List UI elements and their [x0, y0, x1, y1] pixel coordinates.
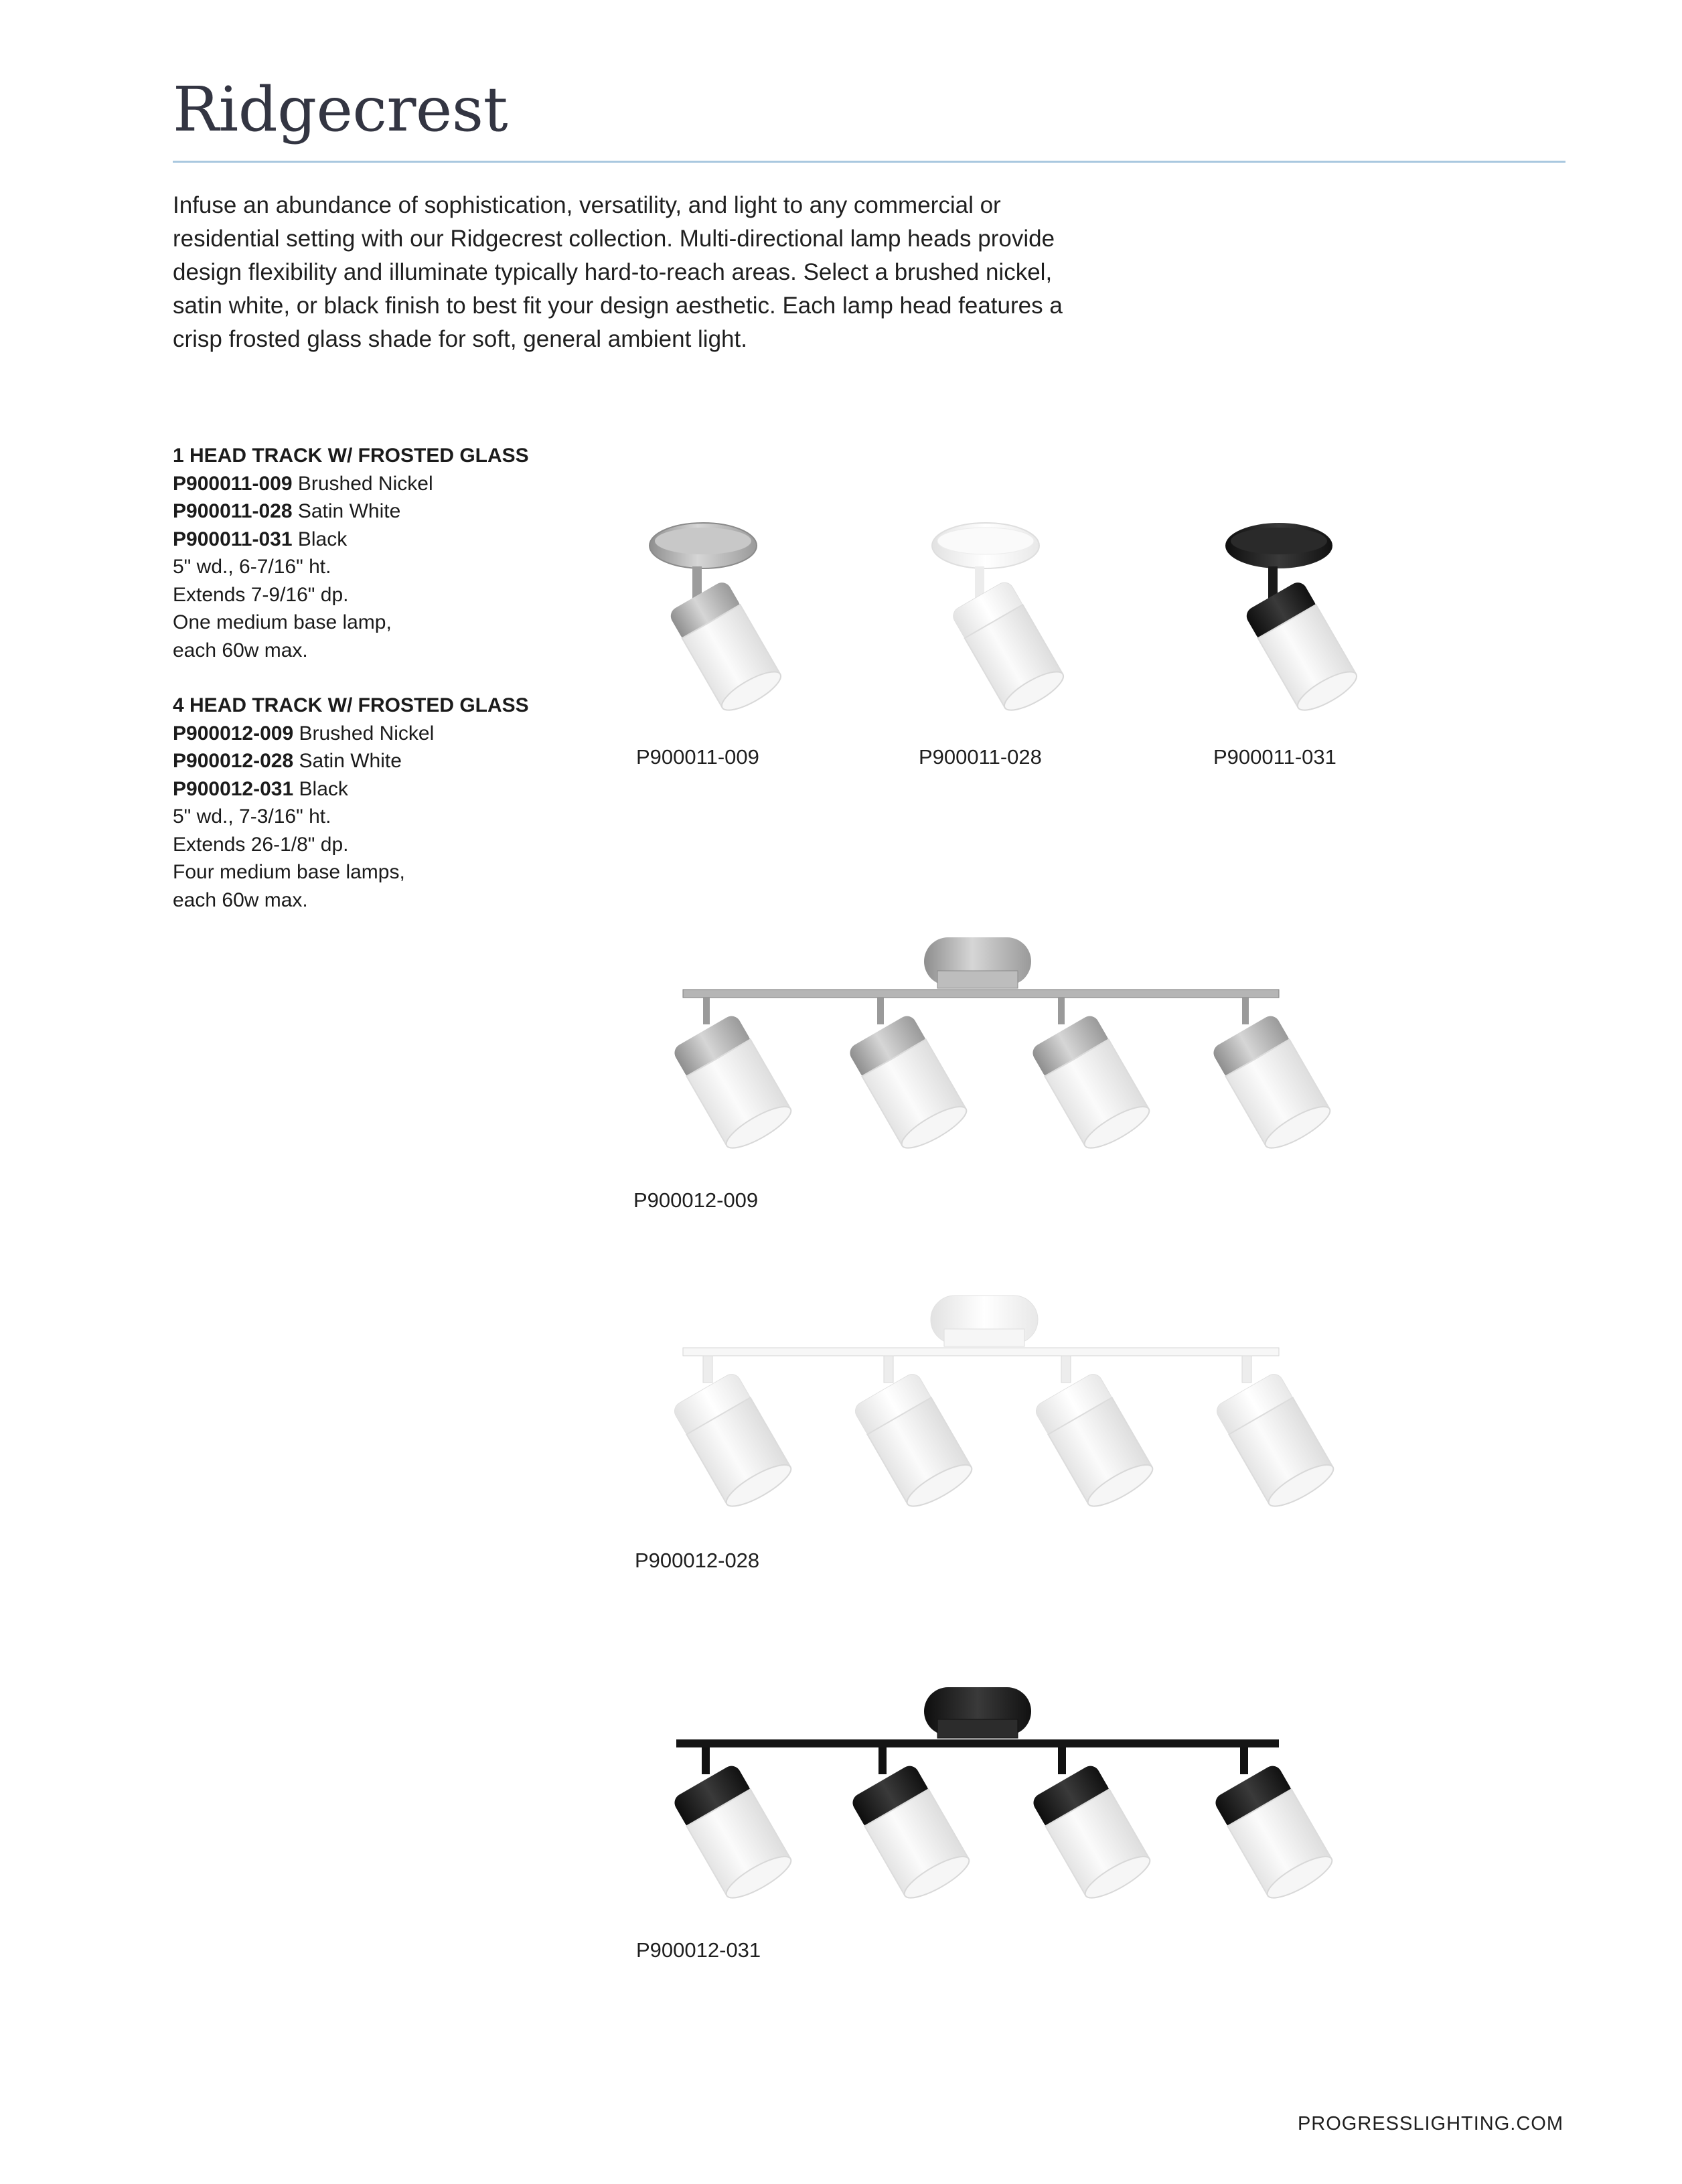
spec-dimension: Extends 26-1/8" dp.: [173, 833, 349, 856]
fixture-single-white: [905, 522, 1079, 743]
fixture-illustration: [1199, 522, 1373, 743]
lamp-head: [1210, 998, 1334, 1155]
lamp-head: [1212, 1747, 1336, 1905]
lamp-head: [852, 1356, 976, 1513]
fixture-illustration: [623, 522, 797, 743]
caption-single-nickel: P900011-009: [636, 745, 759, 769]
spec-sku: P900011-009: [173, 472, 293, 495]
spec-heading: 4 HEAD TRACK W/ FROSTED GLASS: [173, 694, 529, 716]
spec-dimension: 5" wd., 7-3/16" ht.: [173, 805, 331, 828]
spec-finish: Brushed Nickel: [297, 472, 433, 495]
intro-paragraph: Infuse an abundance of sophistication, versatility, and light to any commercial or residential setting with our Ridgecrest collection. Multi-directional lamp heads provide design flexibility and illuminate typically hard-to-reach areas. Select a brushed nickel, satin white, or black finish to best fit your design aesthetic. Each lamp head features a crisp frosted glass shade for soft, general ambient light.: [173, 192, 1063, 352]
footer-website: PROGRESSLIGHTING.COM: [1297, 2113, 1563, 2134]
spec-sku: P900012-028: [173, 750, 294, 772]
lamp-head: [671, 998, 795, 1155]
title-divider: [173, 161, 1565, 163]
spec-model: [173, 747, 601, 775]
fixture-illustration: [905, 522, 1079, 743]
fixture-four-white: [629, 1296, 1353, 1550]
fixture-single-nickel: [623, 522, 797, 743]
spec-finish: Black: [297, 528, 348, 550]
spec-dimension: 5" wd., 6-7/16" ht.: [173, 556, 331, 578]
lamp-head: [849, 1747, 974, 1905]
lamp-head: [671, 1747, 795, 1905]
spec-model: [173, 526, 601, 554]
spec-sku: P900012-031: [173, 777, 294, 800]
spec-dimension: One medium base lamp,: [173, 611, 392, 633]
spec-dimension: Four medium base lamps,: [173, 861, 405, 883]
fixture-illustration: [629, 937, 1353, 1192]
spec-finish: Satin White: [297, 500, 401, 522]
spec-finish: Brushed Nickel: [299, 722, 435, 745]
spec-block-1-head: [173, 442, 601, 664]
spec-sku: P900012-009: [173, 722, 294, 745]
spec-model: [173, 497, 601, 526]
spec-dimension: each 60w max.: [173, 888, 308, 911]
caption-four-black: P900012-031: [636, 1938, 761, 1962]
spec-dimension: each 60w max.: [173, 639, 308, 661]
fixture-illustration: [629, 1687, 1353, 1942]
spec-finish: Black: [299, 777, 348, 800]
lamp-head: [1030, 1747, 1154, 1905]
spec-model: [173, 470, 601, 498]
fixture-illustration: [629, 1296, 1353, 1550]
caption-single-white: P900011-028: [919, 745, 1042, 769]
spec-finish: Satin White: [299, 750, 402, 772]
spec-dimension: Extends 7-9/16" dp.: [173, 583, 349, 606]
caption-single-black: P900011-031: [1213, 745, 1336, 769]
page-title: Ridgecrest: [173, 74, 508, 145]
lamp-head: [846, 998, 971, 1155]
spec-sku: P900011-028: [173, 500, 293, 522]
spec-heading: 1 HEAD TRACK W/ FROSTED GLASS: [173, 445, 529, 467]
caption-four-nickel: P900012-009: [633, 1188, 759, 1212]
lamp-head: [671, 1356, 795, 1513]
lamp-head: [1213, 1356, 1338, 1513]
spec-model: [173, 775, 601, 803]
lamp-head: [1033, 1356, 1157, 1513]
lamp-head: [1029, 998, 1154, 1155]
spec-model: [173, 720, 601, 748]
fixture-four-black: [629, 1687, 1353, 1942]
fixture-four-nickel: [629, 937, 1353, 1192]
spec-sku: P900011-031: [173, 528, 293, 550]
caption-four-white: P900012-028: [635, 1549, 760, 1572]
fixture-single-black: [1199, 522, 1373, 743]
spec-block-4-head: [173, 692, 601, 914]
